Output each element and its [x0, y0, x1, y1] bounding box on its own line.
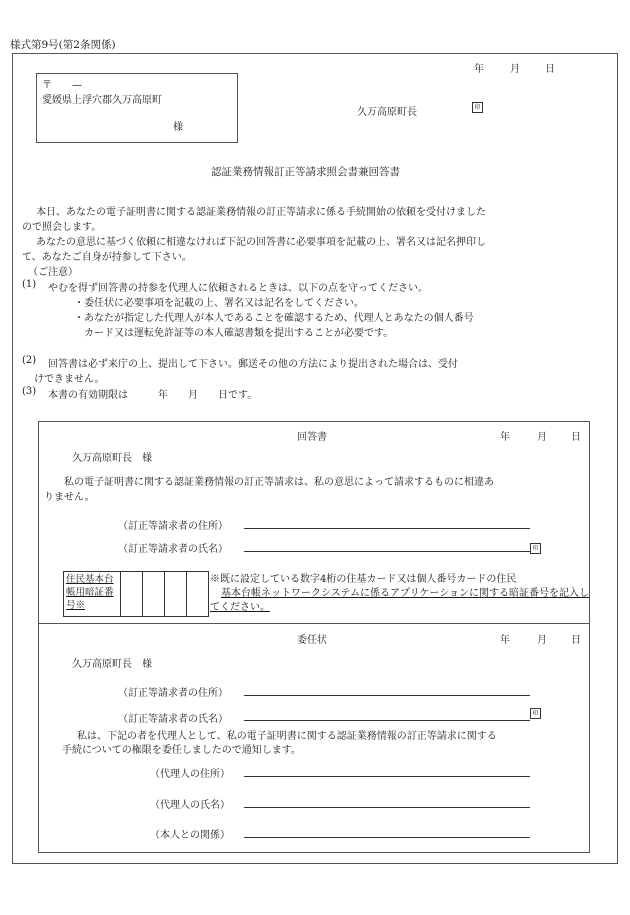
answer-date-day: 日	[571, 432, 581, 443]
note3-text: 本書の有効期限は 年 月 日です。	[48, 390, 258, 401]
seal-icon: 印	[530, 708, 541, 719]
date-month: 月	[510, 64, 520, 75]
section-divider	[38, 623, 590, 624]
agent-name-label: （代理人の氏名）	[150, 800, 230, 811]
pin-digit-3[interactable]	[165, 572, 187, 616]
note1-bullet2-cont: カード又は運転免許証等の本人確認書類を提出することが必要です。	[84, 328, 394, 339]
answer-date-month: 月	[537, 432, 547, 443]
sender-name: 久万高原町長	[357, 107, 417, 118]
note3-number: (3)	[22, 386, 37, 397]
intro-line1: 本日、あなたの電子証明書に関する認証業務情報の訂正等請求に係る手続開始の依頼を受付けました	[36, 207, 486, 218]
answer-address-field[interactable]	[244, 528, 530, 529]
note2-text-cont: けできません。	[34, 374, 105, 385]
recipient-address: 愛媛県上浮穴郡久万高原町	[42, 95, 162, 106]
answer-seal	[530, 542, 541, 554]
answer-body-line2: りません。	[44, 492, 95, 503]
agent-address-label: （代理人の住所）	[150, 769, 230, 780]
proxy-addressee: 久万高原町長 様	[72, 659, 152, 670]
recipient-honorific: 様	[173, 122, 183, 133]
answer-address-label: （訂正等請求者の住所）	[118, 521, 228, 532]
answer-title: 回答書	[297, 432, 327, 443]
date-year: 年	[474, 64, 484, 75]
intro-line4: て、あなたご自身が持参して下さい。	[22, 252, 192, 263]
note1-bullet1: ・委任状に必要事項を記載の上、署名又は記名をしてください。	[74, 298, 364, 309]
proxy-name-label: （訂正等請求者の氏名）	[118, 714, 228, 725]
pin-label: 住民基本台帳用暗証番号※	[64, 572, 121, 616]
note1-text: やむを得ず回答書の持参を代理人に依頼されるときは、以下の点を守ってください。	[48, 283, 428, 294]
relation-field[interactable]	[244, 837, 530, 838]
intro-line2: ので照会します。	[22, 222, 102, 233]
agent-name-field[interactable]	[244, 807, 530, 808]
pin-grid	[63, 571, 209, 617]
note1-number: (1)	[22, 279, 37, 290]
pin-note-lead: ※既に設定している数字4桁の住基カード又は個人番号カードの住民	[210, 574, 517, 585]
pin-note-rest: 基本台帳ネットワークシステムに係るアプリケーションに関する暗証番号を記入してください。	[210, 588, 589, 613]
pin-digit-4[interactable]	[187, 572, 208, 616]
proxy-date-month: 月	[537, 635, 547, 646]
agent-address-field[interactable]	[244, 776, 530, 777]
note2-number: (2)	[22, 355, 37, 366]
pin-digit-2[interactable]	[143, 572, 165, 616]
proxy-address-label: （訂正等請求者の住所）	[118, 688, 228, 699]
proxy-seal	[530, 707, 541, 719]
document-title: 認証業務情報訂正等請求照会書兼回答書	[211, 166, 400, 178]
answer-date-year: 年	[500, 432, 510, 443]
answer-body-line1: 私の電子証明書に関する認証業務情報の訂正等請求は、私の意思によって請求するものに相違あ	[64, 477, 494, 488]
proxy-body-line1: 私は、下記の者を代理人として、私の電子証明書に関する認証業務情報の訂正等請求に関する	[77, 731, 497, 742]
seal-icon: 印	[530, 543, 541, 554]
date-day: 日	[545, 64, 555, 75]
note1-bullet2: ・あなたが指定した代理人が本人であることを確認するため、代理人とあなたの個人番号	[74, 313, 474, 324]
intro-line3: あなたの意思に基づく依頼に相違なければ下記の回答書に必要事項を記載の上、署名又は記名押印し	[36, 237, 486, 248]
proxy-date-day: 日	[571, 635, 581, 646]
note2-text: 回答書は必ず来庁の上、提出して下さい。郵送その他の方法により提出された場合は、受付	[48, 359, 458, 370]
proxy-body-line2: 手続についての権限を委任しましたので通知します。	[62, 745, 301, 756]
answer-name-field[interactable]	[244, 551, 530, 552]
relation-label: （本人との関係）	[150, 830, 230, 841]
seal-icon: 印	[472, 102, 483, 113]
proxy-title: 委任状	[297, 635, 327, 646]
sender-seal	[472, 101, 483, 113]
notes-heading: （ご注意）	[28, 267, 78, 278]
form-id: 様式第9号(第2条関係)	[10, 39, 116, 51]
answer-addressee: 久万高原町長 様	[72, 453, 152, 464]
proxy-address-field[interactable]	[244, 695, 530, 696]
proxy-name-field[interactable]	[244, 720, 530, 721]
postal-code: 〒 —	[42, 80, 82, 91]
proxy-date-year: 年	[500, 635, 510, 646]
pin-note	[210, 573, 590, 615]
answer-name-label: （訂正等請求者の氏名）	[118, 544, 228, 555]
pin-digit-1[interactable]	[121, 572, 143, 616]
